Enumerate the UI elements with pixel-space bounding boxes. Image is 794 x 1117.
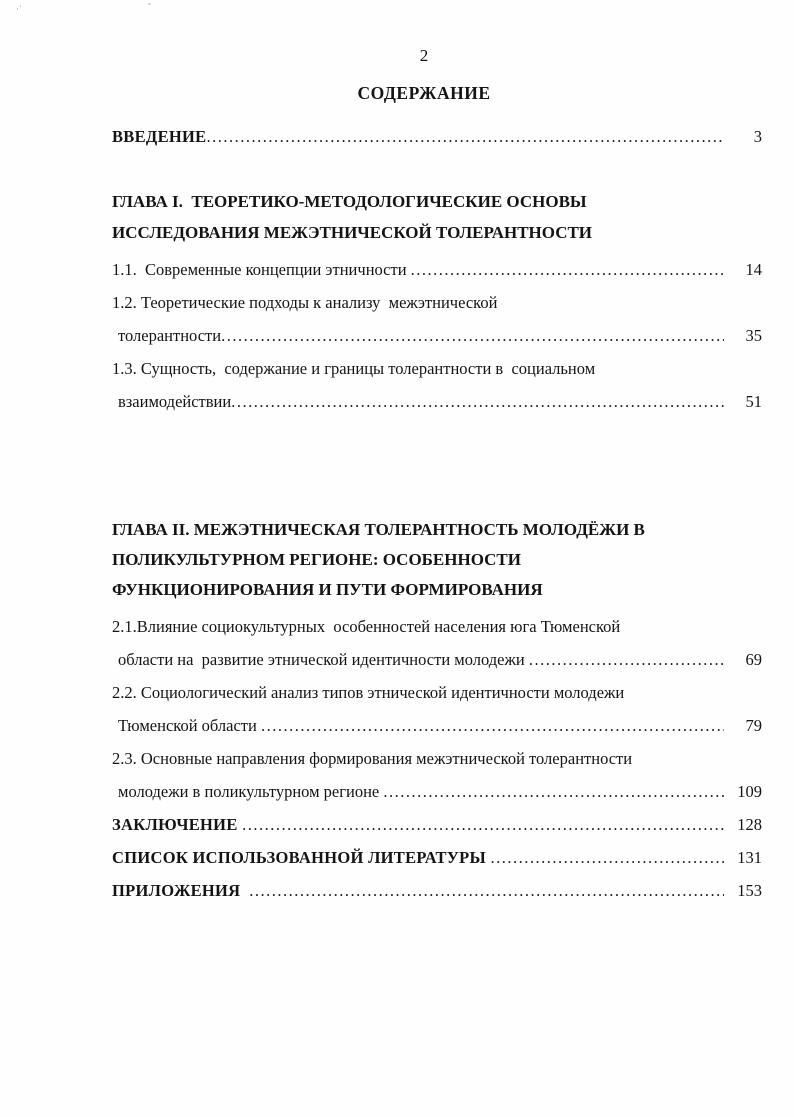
chapter2-heading-line3: ФУНКЦИОНИРОВАНИЯ И ПУТИ ФОРМИРОВАНИЯ — [112, 580, 543, 599]
page-ref: 51 — [745, 392, 762, 411]
page-ref: 69 — [745, 650, 762, 669]
chapter2-items — [112, 610, 762, 907]
chapter2-heading-line1: ГЛАВА II. МЕЖЭТНИЧЕСКАЯ ТОЛЕРАНТНОСТЬ МОЛОДЁЖИ В — [112, 520, 645, 539]
toc-entry-label: ЗАКЛЮЧЕНИЕ — [112, 815, 243, 834]
toc-entry-appendices — [112, 874, 762, 907]
toc-entry-conclusion — [112, 808, 762, 841]
dot-leader — [261, 709, 724, 742]
chapter1-heading-line1: ГЛАВА I. ТЕОРЕТИКО-МЕТОДОЛОГИЧЕСКИЕ ОСНОВЫ — [112, 192, 587, 211]
page-ref: 153 — [737, 881, 762, 900]
toc-entry-2-3-line1: 2.3. Основные направления формирования межэтнической толерантности — [112, 749, 633, 768]
toc-entry-2-1-line2 — [112, 643, 762, 676]
toc-entry-1-2-line1: 1.2. Теоретические подходы к анализу межэтнической — [112, 293, 498, 312]
toc-entry-bibliography — [112, 841, 762, 874]
toc-entry-2-1-line1: 2.1.Влияние социокультурных особенностей населения юга Тюменской — [112, 617, 621, 636]
toc-entry-label: взаимодействии — [118, 392, 232, 411]
chapter2-heading-line2: ПОЛИКУЛЬТУРНОМ РЕГИОНЕ: ОСОБЕННОСТИ — [112, 550, 521, 569]
chapter2-heading — [112, 515, 762, 605]
page-ref: 3 — [753, 127, 762, 146]
dot-leader — [383, 775, 724, 808]
toc-entry-1-1 — [112, 253, 762, 286]
toc-entry-2-2-line1: 2.2. Социологический анализ типов этнической идентичности молодежи — [112, 683, 625, 702]
toc-title: СОДЕРЖАНИЕ — [357, 83, 491, 103]
scan-artifact: ˜ — [148, 2, 151, 12]
toc-entry-label: 1.1. Современные концепции этничности — [112, 260, 411, 279]
toc-entry-label: области на развитие этнической идентичности молодежи — [118, 650, 529, 669]
page-header — [0, 0, 794, 104]
page-ref: 109 — [737, 782, 762, 801]
chapter1-heading — [112, 186, 762, 248]
toc-entry-2-2-line2 — [112, 709, 762, 742]
dot-leader — [242, 808, 724, 841]
toc-entry-1-3-line1: 1.3. Сущность, содержание и границы толерантности в социальном — [112, 359, 596, 378]
page-ref: 128 — [737, 815, 762, 834]
toc-entry-label: ВВЕДЕНИЕ — [112, 127, 207, 146]
toc-entry-1-2-line2 — [112, 319, 762, 352]
toc-entry-label: СПИСОК ИСПОЛЬЗОВАННОЙ ЛИТЕРАТУРЫ — [112, 848, 491, 867]
page-ref: 14 — [745, 260, 762, 279]
toc-entry-label: толерантности — [118, 326, 222, 345]
chapter1-items — [112, 253, 762, 418]
toc-entry-introduction — [112, 120, 762, 153]
dot-leader — [221, 319, 724, 352]
dot-leader — [529, 643, 724, 676]
dot-leader — [231, 385, 724, 418]
toc-entry-label: молодежи в поликультурном регионе — [118, 782, 384, 801]
page-ref: 131 — [737, 848, 762, 867]
dot-leader — [249, 874, 724, 907]
page-ref: 79 — [745, 716, 762, 735]
dot-leader — [411, 253, 724, 286]
toc-content — [112, 120, 762, 907]
dot-leader — [206, 120, 724, 153]
toc-entry-label: ПРИЛОЖЕНИЯ — [112, 881, 250, 900]
toc-entry-label: Тюменской области — [118, 716, 261, 735]
toc-entry-2-3-line2 — [112, 775, 762, 808]
page-number: 2 — [419, 46, 429, 65]
chapter1-heading-line2: ИССЛЕДОВАНИЯ МЕЖЭТНИЧЕСКОЙ ТОЛЕРАНТНОСТИ — [112, 223, 593, 242]
toc-entry-1-3-line2 — [112, 385, 762, 418]
dot-leader — [490, 841, 724, 874]
page-ref: 35 — [745, 326, 762, 345]
scan-artifact: ·˙ — [16, 4, 22, 14]
